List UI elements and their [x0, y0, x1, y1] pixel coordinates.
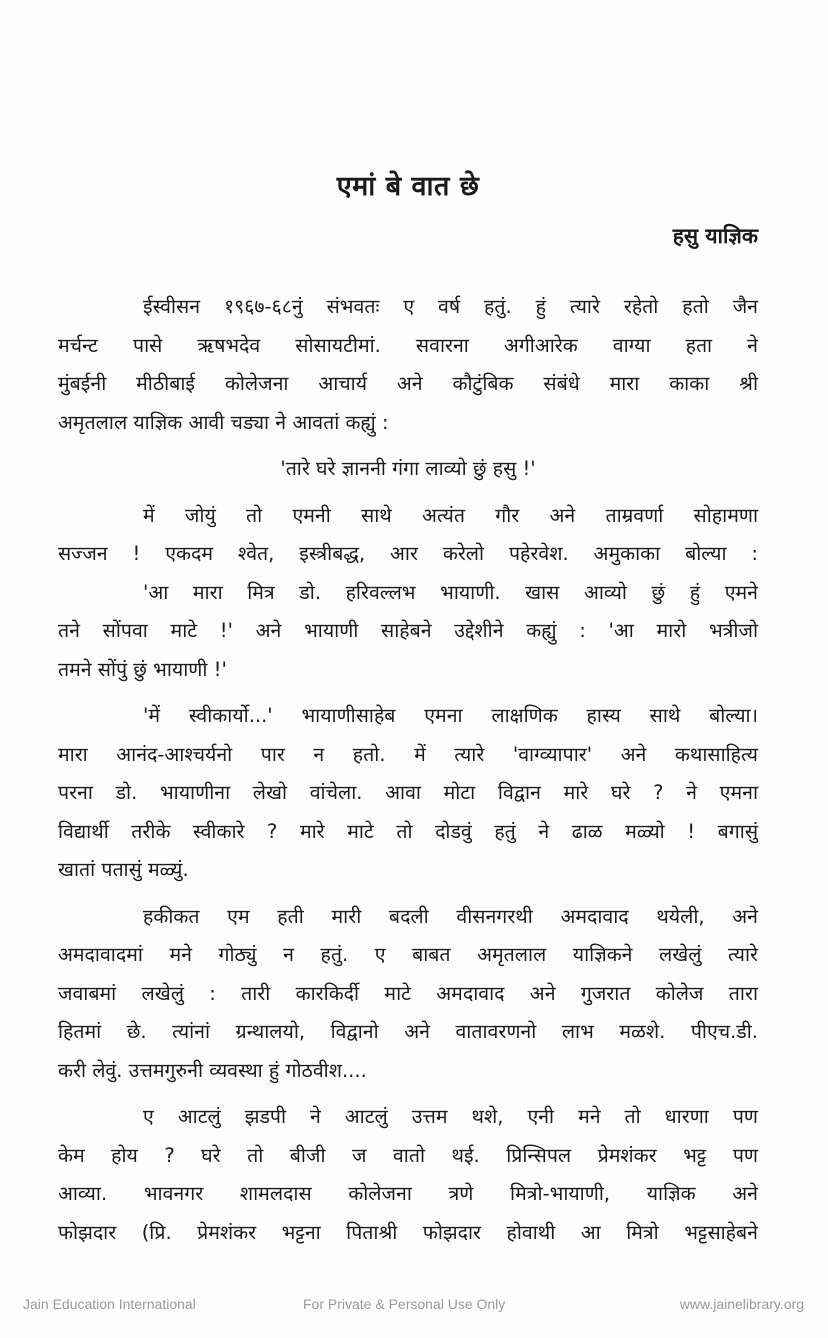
- text-line: सज्जन ! एकदम श्वेत, इस्त्रीबद्ध, आर करेलो पहेरवेश. अमुकाका बोल्या :: [58, 542, 758, 565]
- text-line: हितमां छे. त्यांनां ग्रन्थालयो, विद्वानो अने वातावरणनो लाभ मळशे. पीएच.डी.: [58, 1020, 758, 1043]
- text-line: विद्यार्थी तरीके स्वीकारे ? मारे माटे तो दोडवुं हतुं ने ढाळ मळ्यो ! बगासुं: [58, 819, 758, 843]
- text-line: ईस्वीसन १९६७-६८नुं संभवतः ए वर्ष हतुं. हुं त्यारे रहेतो हतो जैन: [143, 295, 758, 318]
- text-line: मारा आनंद-आश्चर्यनो पार न हतो. में त्यारे 'वाग्व्यापार' अने कथासाहित्य: [58, 742, 758, 766]
- text-line: 'में स्वीकार्यो...' भायाणीसाहेब एमना लाक्षणिक हास्य साथे बोल्या।: [143, 704, 758, 727]
- text-line: अमदावादमां मने गोठ्युं न हतुं. ए बाबत अमृतलाल याज्ञिकने लखेलुं त्यारे: [58, 943, 758, 966]
- text-line: 'आ मारा मित्र डो. हरिवल्लभ भायाणी. खास आव्यो छुं हुं एमने: [143, 580, 758, 604]
- text-line: ए आटलुं झडपी ने आटलुं उत्तम थशे, एनी मने तो धारणा पण: [143, 1105, 758, 1128]
- text-line: अमृतलाल याज्ञिक आवी चड्या ने आवतां कह्युं :: [58, 410, 389, 434]
- text-line: तमने सोंपुं छुं भायाणी !': [58, 657, 227, 681]
- text-line: मर्चन्ट पासे ऋषभदेव सोसायटीमां. सवारना अगीआरेक वाग्या हता ने: [58, 333, 758, 357]
- footer-website-link[interactable]: www.jainelibrary.org: [679, 1296, 804, 1312]
- text-line: फोझदार (प्रि. प्रेमशंकर भट्टना पिताश्री फोझदार होवाथी आ मित्रो भट्टसाहेबने: [58, 1220, 758, 1244]
- text-line: आव्या. भावनगर शामलदास कोलेजना त्रणे मित्रो-भायाणी, याज्ञिक अने: [58, 1182, 758, 1205]
- page-footer: [0, 1296, 828, 1318]
- text-line: तने सोंपवा माटे !' अने भायाणी साहेबने उद्देशीने कह्युं : 'आ मारो भत्रीजो: [58, 619, 758, 642]
- text-line: जवाबमां लखेलुं : तारी कारकिर्दी माटे अमदावाद अने गुजरात कोलेज तारा: [58, 981, 758, 1005]
- quote-line: 'तारे घरे ज्ञाननी गंगा लाव्यो छुं हसु !': [280, 457, 536, 480]
- text-line: खातां पतासुं मळ्युं.: [58, 858, 189, 881]
- author-name: हसु याज्ञिक: [672, 224, 758, 248]
- text-line: करी लेवुं. उत्तमगुरुनी व्यवस्था हुं गोठवीश....: [58, 1058, 367, 1082]
- text-line: परना डो. भायाणीना लेखो वांचेला. आवा मोटा विद्वान मारे घरे ? ने एमना: [58, 781, 758, 804]
- page-title: एमां बे वात छे: [336, 171, 480, 202]
- document-body: [58, 288, 758, 1252]
- text-line: मुंबईनी मीठीबाई कोलेजना आचार्य अने कौटुंबिक संबंधे मारा काका श्री: [58, 372, 758, 395]
- text-line: केम होय ? घरे तो बीजी ज वातो थई. प्रिन्सिपल प्रेमशंकर भट्ट पण: [58, 1143, 758, 1167]
- footer-usage-notice: For Private & Personal Use Only: [303, 1296, 506, 1312]
- footer-publisher: Jain Education International: [23, 1296, 196, 1312]
- text-line: में जोयुं तो एमनी साथे अत्यंत गौर अने ताम्रवर्णा सोहामणा: [143, 503, 758, 527]
- text-line: हकीकत एम हती मारी बदली वीसनगरथी अमदावाद थयेली, अने: [143, 904, 758, 928]
